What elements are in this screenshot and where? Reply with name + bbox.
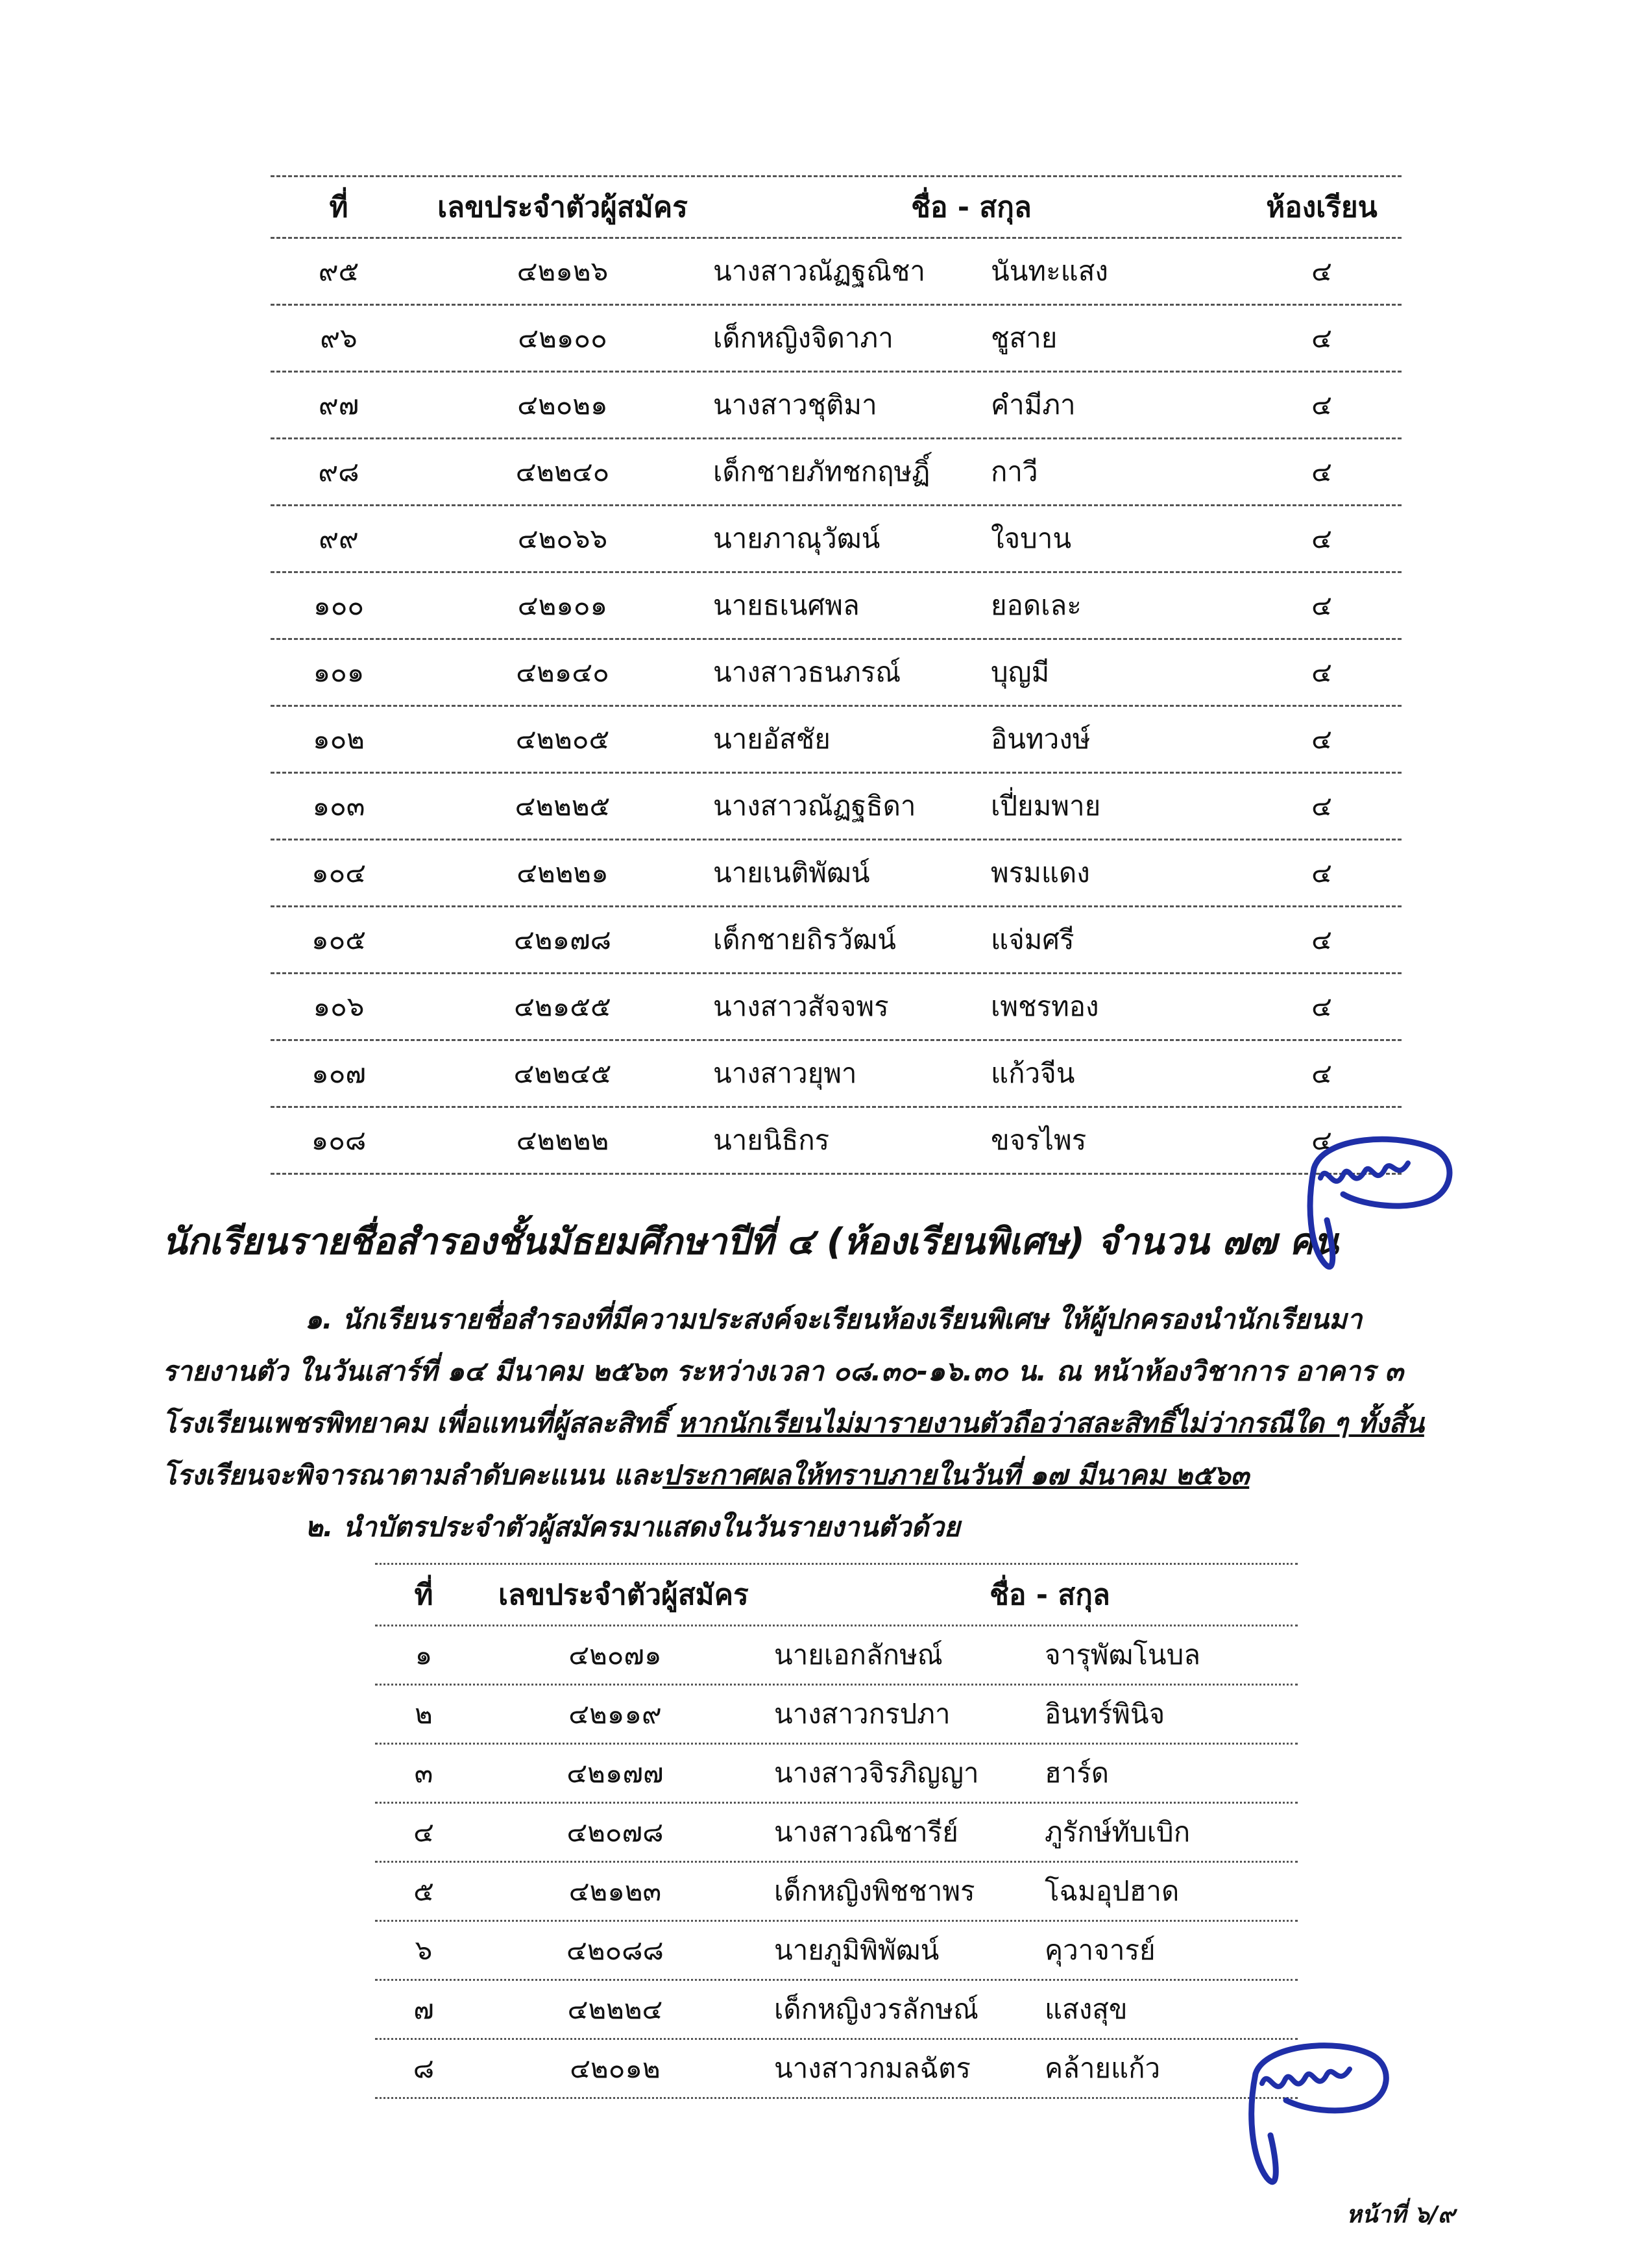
student-last-name: บุญมี xyxy=(991,656,1050,688)
student-last-name: แจ่มศรี xyxy=(991,924,1075,955)
student-last-name: พรมแดง xyxy=(991,857,1090,889)
table-row xyxy=(271,705,1402,772)
row-number: ๑๐๑ xyxy=(313,656,365,688)
student-first-name: นางสาวณัฏฐณิชา xyxy=(713,255,925,287)
student-first-name: นางสาวจิรภิญญา xyxy=(774,1757,979,1789)
student-first-name: นางสาวณิชารีย์ xyxy=(774,1816,958,1848)
classroom: ๔ xyxy=(1311,456,1332,487)
table-row xyxy=(271,972,1402,1039)
classroom: ๔ xyxy=(1311,723,1332,755)
student-last-name: แก้วจีน xyxy=(991,1057,1075,1089)
applicant-id: ๔๒๑๒๓ xyxy=(568,1875,662,1907)
applicant-id: ๔๒๐๑๒ xyxy=(570,2052,661,2084)
applicant-id: ๔๒๑๔๐ xyxy=(516,656,609,688)
table-row xyxy=(271,237,1402,304)
applicant-id: ๔๒๒๔๐ xyxy=(515,456,610,487)
table-row xyxy=(271,571,1402,638)
student-last-name: นันทะแสง xyxy=(991,255,1108,287)
applicant-id: ๔๒๑๐๐ xyxy=(518,322,607,354)
student-first-name: นางสาวณัฏฐธิดา xyxy=(713,790,916,822)
row-number: ๑๐๘ xyxy=(311,1124,367,1156)
student-last-name: อินทวงษ์ xyxy=(991,723,1091,755)
student-first-name: นางสาวกมลฉัตร xyxy=(774,2052,971,2084)
table-row xyxy=(375,1743,1298,1802)
classroom: ๔ xyxy=(1311,322,1332,354)
student-last-name: คล้ายแก้ว xyxy=(1045,2052,1161,2084)
classroom: ๔ xyxy=(1311,924,1332,955)
student-first-name: เด็กชายภัทชกฤษฏิ์ xyxy=(713,456,930,487)
applicant-id: ๔๒๑๐๑ xyxy=(517,589,608,621)
row-number: ๑๐๔ xyxy=(311,857,367,889)
table-header-row xyxy=(375,1563,1298,1625)
student-first-name: เด็กหญิงจิดาภา xyxy=(713,322,893,354)
notice-line-4-text: โรงเรียนจะพิจารณาตามลำดับคะแนน และ xyxy=(162,1459,662,1491)
header-number: ที่ xyxy=(414,1578,433,1612)
student-first-name: นายภาณุวัฒน์ xyxy=(713,522,881,554)
row-number: ๑๐๒ xyxy=(313,723,365,755)
student-last-name: ภูรักษ์ทับเบิก xyxy=(1045,1816,1191,1848)
classroom: ๔ xyxy=(1311,857,1332,889)
applicant-id: ๔๒๒๒๑ xyxy=(516,857,609,889)
table-row xyxy=(375,1625,1298,1684)
table-row xyxy=(271,1106,1402,1175)
table-row xyxy=(375,1861,1298,1920)
student-last-name: ชูสาย xyxy=(991,322,1058,354)
classroom: ๔ xyxy=(1311,656,1332,688)
student-last-name: อินทร์พินิจ xyxy=(1045,1698,1165,1730)
classroom: ๔ xyxy=(1311,255,1332,287)
notice-line-4 xyxy=(162,1454,1492,1497)
table-row xyxy=(271,437,1402,504)
applicant-id: ๔๒๐๗๘ xyxy=(566,1816,664,1848)
student-first-name: เด็กชายถิรวัฒน์ xyxy=(713,924,896,955)
student-first-name: นายอัสชัย xyxy=(713,723,831,755)
student-first-name: นายเอกลักษณ์ xyxy=(774,1639,943,1671)
signature-mark xyxy=(1288,1123,1457,1285)
student-last-name: คำมีภา xyxy=(991,389,1076,421)
student-first-name: นายเนติพัฒน์ xyxy=(713,857,870,889)
student-first-name: นางสาวยุพา xyxy=(713,1057,857,1089)
row-number: ๕ xyxy=(413,1875,434,1907)
notice-forfeit-warning: หากนักเรียนไม่มารายงานตัวถือว่าสละสิทธิ์ไม่ว่ากรณีใด ๆ ทั้งสิ้น xyxy=(677,1407,1424,1439)
reserve-students-table xyxy=(375,1563,1298,2099)
notice-line-1: ๑. นักเรียนรายชื่อสำรองที่มีความประสงค์จะเรียนห้องเรียนพิเศษ ให้ผู้ปกครองนำนักเรียนมา xyxy=(305,1303,1363,1335)
table-row xyxy=(375,1979,1298,2038)
row-number: ๖ xyxy=(415,1934,433,1966)
applicant-id: ๔๒๒๒๕ xyxy=(515,790,611,822)
applicant-id: ๔๒๑๒๖ xyxy=(516,255,609,287)
student-first-name: นางสาวกรปภา xyxy=(774,1698,951,1730)
notice-line-3 xyxy=(162,1402,1492,1445)
table-row xyxy=(271,504,1402,571)
table-row xyxy=(271,638,1402,705)
applicant-id: ๔๒๒๒๒ xyxy=(516,1124,609,1156)
student-last-name: ฮาร์ด xyxy=(1045,1757,1110,1789)
row-number: ๘ xyxy=(413,2052,435,2084)
applicant-id: ๔๒๑๑๙ xyxy=(568,1698,662,1730)
row-number: ๙๗ xyxy=(318,389,359,421)
row-number: ๓ xyxy=(414,1757,433,1789)
student-first-name: เด็กหญิงพิชชาพร xyxy=(774,1875,975,1907)
classroom: ๔ xyxy=(1311,522,1332,554)
table-row xyxy=(375,1920,1298,1979)
admitted-students-table xyxy=(271,175,1402,1175)
table-row xyxy=(271,304,1402,371)
table-row xyxy=(271,772,1402,839)
student-first-name: นายนิธิกร xyxy=(713,1124,830,1156)
table-row xyxy=(271,839,1402,905)
header-name: ชื่อ - สกุล xyxy=(990,1578,1110,1612)
classroom: ๔ xyxy=(1311,589,1332,621)
student-last-name: กาวี xyxy=(991,456,1038,487)
table-row xyxy=(271,371,1402,437)
row-number: ๔ xyxy=(413,1816,434,1848)
table-row xyxy=(375,2038,1298,2099)
row-number: ๙๖ xyxy=(320,322,358,354)
row-number: ๑๐๕ xyxy=(311,924,367,955)
student-first-name: นางสาวชุติมา xyxy=(713,389,877,421)
table-row xyxy=(375,1802,1298,1861)
student-last-name: เพชรทอง xyxy=(991,990,1099,1022)
student-last-name: ขจรไพร xyxy=(991,1124,1087,1156)
classroom: ๔ xyxy=(1311,1124,1332,1156)
row-number: ๑๐๓ xyxy=(312,790,365,822)
student-last-name: ยอดเละ xyxy=(991,589,1082,621)
reserve-list-heading: นักเรียนรายชื่อสำรองชั้นมัธยมศึกษาปีที่ ๔ (ห้องเรียนพิเศษ) จำนวน ๗๗ คน xyxy=(162,1221,1339,1263)
header-applicant-id: เลขประจำตัวผู้สมัคร xyxy=(498,1578,749,1612)
table-row xyxy=(271,1039,1402,1106)
classroom: ๔ xyxy=(1311,1057,1332,1089)
row-number: ๙๙ xyxy=(319,522,359,554)
header-room: ห้องเรียน xyxy=(1266,191,1378,224)
row-number: ๑๐๖ xyxy=(313,990,365,1022)
row-number: ๒ xyxy=(415,1698,433,1730)
header-name: ชื่อ - สกุล xyxy=(911,191,1032,224)
classroom: ๔ xyxy=(1311,990,1332,1022)
row-number: ๙๕ xyxy=(318,255,359,287)
classroom: ๔ xyxy=(1311,790,1332,822)
table-row xyxy=(375,1684,1298,1743)
notice-line-5: ๒. นำบัตรประจำตัวผู้สมัครมาแสดงในวันรายงานตัวด้วย xyxy=(305,1511,960,1543)
applicant-id: ๔๒๐๖๖ xyxy=(517,522,608,554)
student-first-name: นางสาวธนภรณ์ xyxy=(713,656,901,688)
applicant-id: ๔๒๑๗๘ xyxy=(513,924,612,955)
student-last-name: จารุพัฒโนบล xyxy=(1045,1639,1201,1671)
row-number: ๙๘ xyxy=(318,456,359,487)
student-first-name: นางสาวสัจจพร xyxy=(713,990,889,1022)
student-first-name: นายภูมิพิพัฒน์ xyxy=(774,1934,940,1966)
notice-line-3-text: โรงเรียนเพชรพิทยาคม เพื่อแทนที่ผู้สละสิทธิ์ xyxy=(162,1407,677,1439)
student-last-name: ใจบาน xyxy=(991,522,1072,554)
table-row xyxy=(271,905,1402,972)
classroom: ๔ xyxy=(1311,389,1332,421)
student-last-name: โฉมอุปฮาด xyxy=(1045,1875,1180,1907)
applicant-id: ๔๒๑๗๗ xyxy=(566,1757,664,1789)
header-number: ที่ xyxy=(329,191,348,224)
notice-line-2: รายงานตัว ในวันเสาร์ที่ ๑๔ มีนาคม ๒๕๖๓ ระหว่างเวลา ๐๘.๓๐-๑๖.๓๐ น. ณ หน้าห้องวิชาการ อาคาร ๓ xyxy=(162,1355,1403,1387)
student-last-name: เปี่ยมพาย xyxy=(991,790,1101,822)
page-number: หน้าที่ ๖/๙ xyxy=(1346,2202,1455,2228)
applicant-id: ๔๒๒๒๔ xyxy=(567,1993,663,2025)
student-first-name: เด็กหญิงวรลักษณ์ xyxy=(774,1993,978,2025)
table-header-row xyxy=(271,175,1402,237)
applicant-id: ๔๒๑๕๕ xyxy=(514,990,611,1022)
student-first-name: นายธเนศพล xyxy=(713,589,860,621)
row-number: ๑๐๐ xyxy=(313,589,364,621)
signature-mark xyxy=(1233,2031,1395,2200)
row-number: ๗ xyxy=(413,1993,434,2025)
header-applicant-id: เลขประจำตัวผู้สมัคร xyxy=(437,191,688,224)
student-last-name: คุวาจารย์ xyxy=(1045,1934,1156,1966)
applicant-id: ๔๒๒๔๕ xyxy=(513,1057,612,1089)
applicant-id: ๔๒๐๗๑ xyxy=(568,1639,662,1671)
notice-announcement-date: ประกาศผลให้ทราบภายในวันที่ ๑๗ มีนาคม ๒๕๖๓ xyxy=(662,1459,1250,1491)
row-number: ๑ xyxy=(415,1639,433,1671)
applicant-id: ๔๒๐๘๘ xyxy=(566,1934,664,1966)
student-last-name: แสงสุข xyxy=(1045,1993,1128,2025)
row-number: ๑๐๗ xyxy=(311,1057,366,1089)
applicant-id: ๔๒๒๐๕ xyxy=(515,723,610,755)
applicant-id: ๔๒๐๒๑ xyxy=(517,389,608,421)
